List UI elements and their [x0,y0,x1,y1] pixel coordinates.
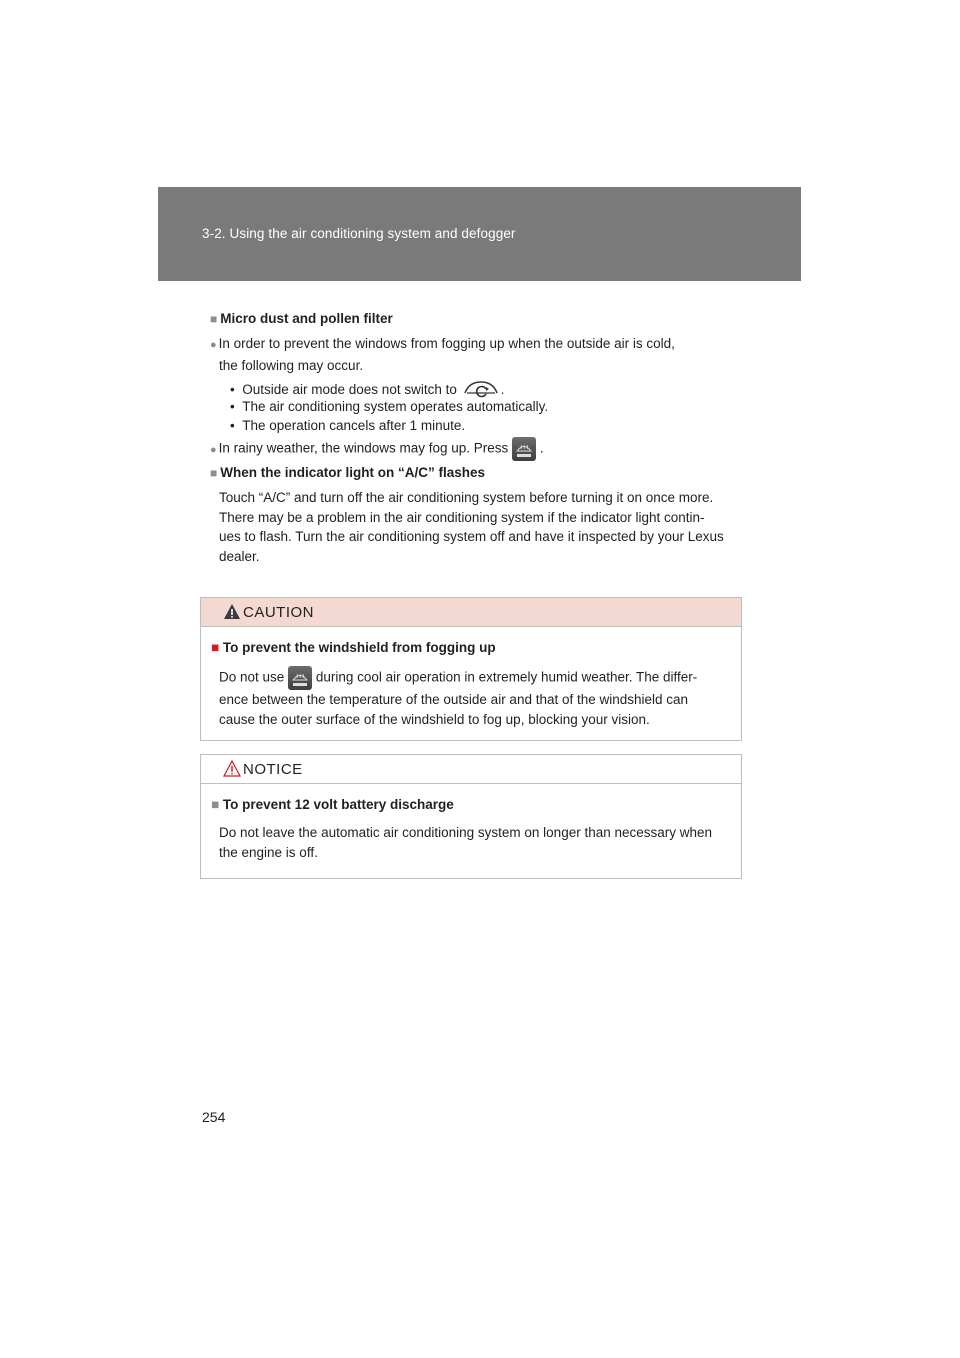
period: . [500,382,505,398]
filter-subitem-2 [230,397,548,416]
indicator-heading-row [210,463,740,484]
front-defroster-icon [288,666,312,690]
filter-bullet-1-line2: the following may occur. [219,357,364,373]
round-bullet-icon: ● [210,339,217,351]
period: . [536,440,544,456]
caution-line1-before: Do not use [219,669,285,685]
section-title: 3-2. Using the air conditioning system and defogger [202,226,516,241]
caution-box-header [201,598,741,627]
square-bullet-icon: ■ [211,797,220,812]
indicator-line-1: Touch “A/C” and turn off the air conditioning system before turning it on once more. [219,490,714,505]
square-bullet-icon: ■ [211,640,220,655]
filter-bullet-1-line1: In order to prevent the windows from fogging up when the outside air is cold, [218,336,675,351]
filter-bullet-2 [210,437,740,461]
indicator-line-4: dealer. [219,548,260,564]
filter-subitem-3 [230,416,465,435]
filter-subitem-2-text: The air conditioning system operates automatically. [242,399,549,414]
notice-line2: the engine is off. [219,845,318,860]
subitem-dot: • [230,418,243,433]
indicator-line-3: ues to flash. Turn the air conditioning system off and have it inspected by your Lexus [219,529,724,544]
notice-label: NOTICE [243,761,303,778]
front-defroster-icon [512,437,536,461]
caution-label: CAUTION [243,604,314,621]
notice-box [200,754,742,879]
filter-bullet-1 [210,334,740,375]
filter-subitem-1-text: Outside air mode does not switch to [242,382,457,398]
square-bullet-icon: ■ [210,312,218,326]
notice-box-header [201,755,741,784]
caution-line2: ence between the temperature of the outside air and that of the windshield can [219,692,689,707]
indicator-paragraph [219,488,739,566]
subitem-dot: • [230,382,243,398]
notice-line1: Do not leave the automatic air conditioning system on longer than necessary when [219,825,713,840]
filter-heading: Micro dust and pollen filter [220,311,393,326]
notice-heading-row [211,797,454,812]
caution-line1-after: during cool air operation in extremely humid weather. The differ- [315,669,698,685]
caution-paragraph [219,666,734,730]
filter-bullet-2-text: In rainy weather, the windows may fog up. Press [218,440,509,456]
indicator-heading: When the indicator light on “A/C” flashes [220,465,486,480]
caution-heading: To prevent the windshield from fogging up [222,640,496,655]
notice-paragraph [219,823,734,863]
page-number: 254 [202,1109,226,1125]
round-bullet-icon: ● [210,443,217,456]
subitem-dot: • [230,399,243,414]
square-bullet-icon: ■ [210,466,218,480]
notice-heading: To prevent 12 volt battery discharge [222,797,454,812]
warning-triangle-icon [223,603,241,624]
warning-triangle-icon [223,760,241,781]
indicator-line-2: There may be a problem in the air conditioning system if the indicator light contin- [219,509,705,525]
caution-heading-row [211,640,496,655]
filter-heading-row [210,309,740,330]
caution-line3: cause the outer surface of the windshield to fog up, blocking your vision. [219,712,650,727]
filter-subitem-3-text: The operation cancels after 1 minute. [242,418,466,433]
caution-box [200,597,742,741]
